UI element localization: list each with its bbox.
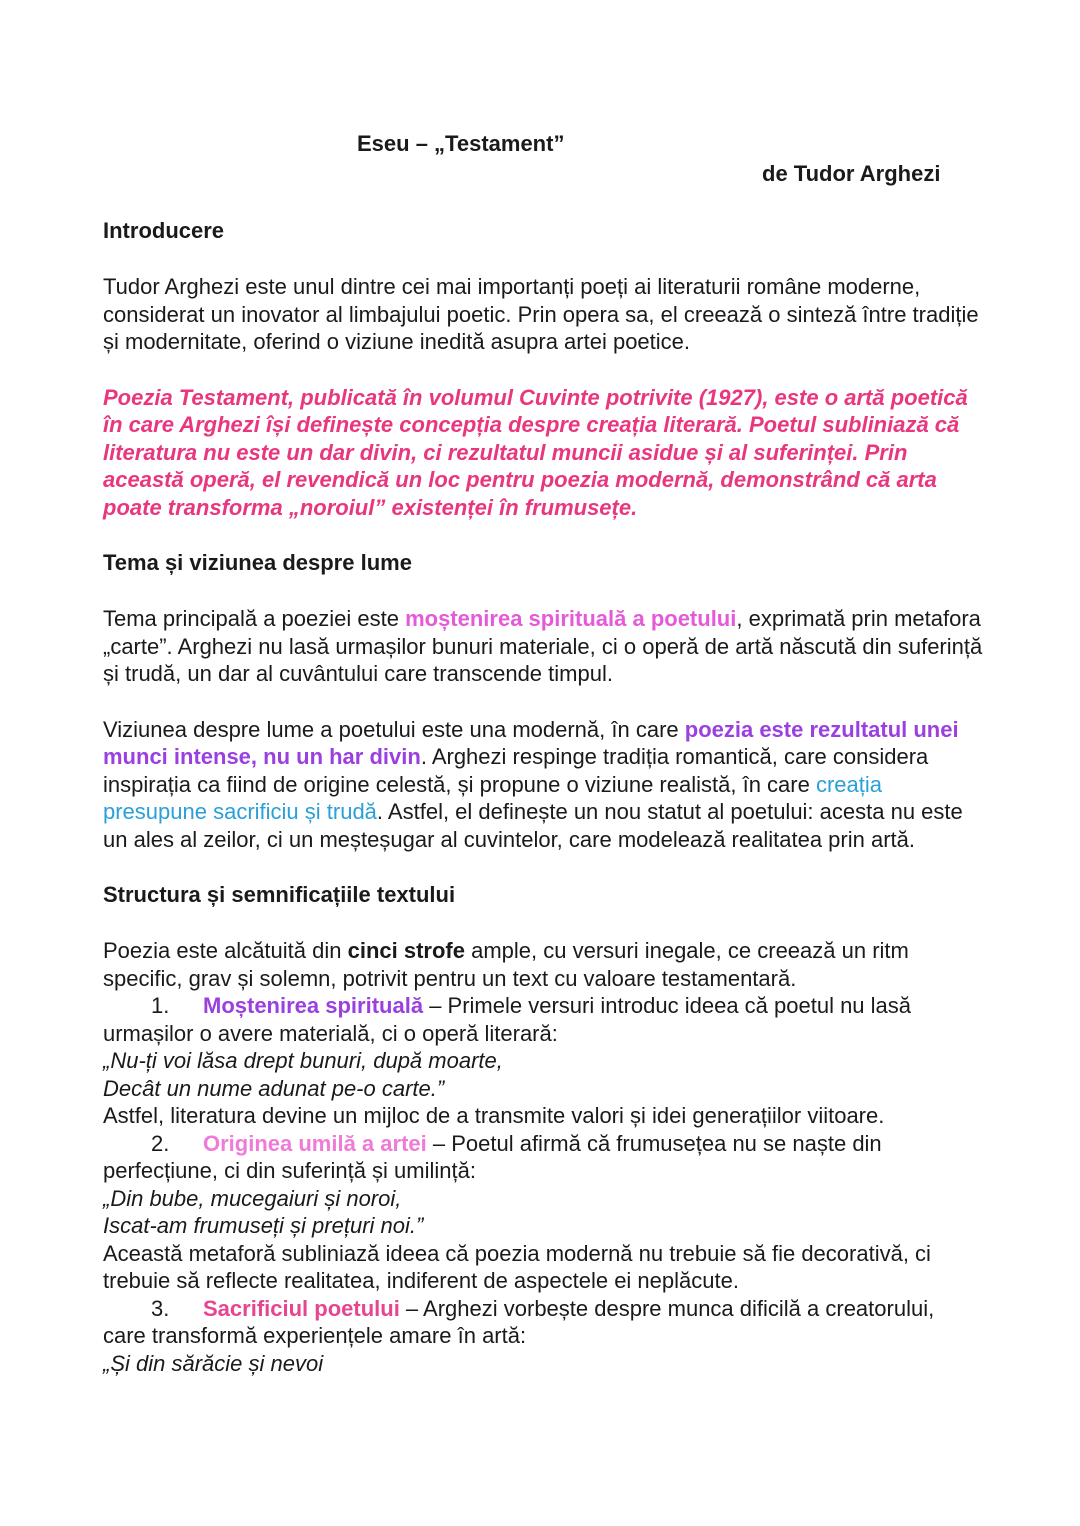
list-item-title: Moștenirea spirituală [203,993,424,1018]
text-run: , exprimată prin metafora „carte”. Arghezi nu lasă urmașilor bunuri materiale, ci o operă de artă născută din suferință și trudă, un dar al cuvântului care transcende timpul. [103,606,983,686]
structura-paragraph [103,937,983,992]
list-number: 3. [151,1295,170,1321]
list-item-text: – Arghezi vorbește despre munca dificilă a creatorului, care transformă experiențele amare în artă: [103,1295,935,1348]
tema-paragraph-1 [103,605,983,688]
document-title: Eseu – „Testament” [357,131,565,156]
list-item-text: – Poetul afirmă că frumusețea nu se naște din perfecțiune, ci din suferință și umilință: [103,1130,882,1183]
document-author: de Tudor Arghezi [762,161,941,186]
quote-line: „Din bube, mucegaiuri și noroi, [103,1185,402,1211]
section-heading-structura: Structura și semnificațiile textului [103,882,456,907]
list-item-2 [103,1130,983,1185]
list-item-text: – Primele versuri introduc ideea că poetul nu lasă urmașilor o avere materială, ci o operă literară: [103,993,912,1046]
text-run: ample, cu versuri inegale, ce creează un ritm specific, grav și solemn, potrivit pentru un text cu valoare testamentară. [103,938,909,991]
list-item-1 [103,992,983,1047]
document-body [103,217,983,1377]
text-run: Poezia este alcătuită din [103,938,348,963]
text-run: Viziunea despre lume a poetului este una modernă, în care [103,716,685,742]
quote-line: „Și din sărăcie și nevoi [103,1350,324,1376]
highlight-poezia-rezultat: poezia este rezultatul unei munci intense, nu un har divin [103,716,959,769]
list-item-3 [103,1295,983,1350]
text-run: . Arghezi respinge tradiția romantică, care considera inspirația ca fiind de origine celestă, și propune o viziune realistă, în care [103,744,929,797]
intro-thesis-paragraph: Poezia Testament, publicată în volumul Cuvinte potrivite (1927), este o artă poetică în care Arghezi își definește concepția despre creația literară. Poetul subliniază că literatura nu este un dar divin, ci rezultatul muncii asidue și al suferinței. Prin această operă, el revendică un loc pentru poezia modernă, demonstrând că arta poate transforma „noroiul” existenței în frumusețe. [103,384,968,520]
tema-paragraph-2 [103,716,983,854]
list-item-title: Originea umilă a artei [203,1130,427,1156]
quote-line: „Nu-ți voi lăsa drept bunuri, după moarte, [103,1048,503,1073]
section-heading-intro: Introducere [103,218,225,243]
quote-line: Decât un nume adunat pe-o carte.” [103,1075,445,1101]
list-item-conclusion: Această metaforă subliniază ideea că poezia modernă nu trebuie să fie decorativă, ci trebuie să reflecte realitatea, indiferent de aspectele ei neplăcute. [103,1240,931,1293]
intro-paragraph: Tudor Arghezi este unul dintre cei mai importanți poeți ai literaturii române moderne, considerat un inovator al limbajului poetic. Prin opera sa, el creează o sinteză între tradiție și modernitate, oferind o viziune inedită asupra artei poetice. [103,274,979,354]
quote-line: Iscat-am frumuseți și prețuri noi.” [103,1213,424,1238]
highlight-creatia: creația presupune sacrificiu și trudă [103,771,882,824]
text-run: . Astfel, el definește un nou statut al poetului: acesta nu este un ales al zeilor, ci un meșteșugar al cuvintelor, care modelează realitatea prin artă. [103,799,963,852]
text-run: Tema principală a poeziei este [103,606,406,631]
section-heading-tema: Tema și viziunea despre lume [103,550,412,575]
list-number: 1. [151,993,170,1018]
bold-cinci-strofe: cinci strofe [347,938,465,963]
list-number: 2. [151,1130,170,1156]
list-item-title: Sacrificiul poetului [203,1295,400,1321]
list-item-conclusion: Astfel, literatura devine un mijloc de a transmite valori și idei generațiilor viitoare. [103,1103,885,1128]
highlight-mostenire: moștenirea spirituală a poetului [405,606,737,631]
